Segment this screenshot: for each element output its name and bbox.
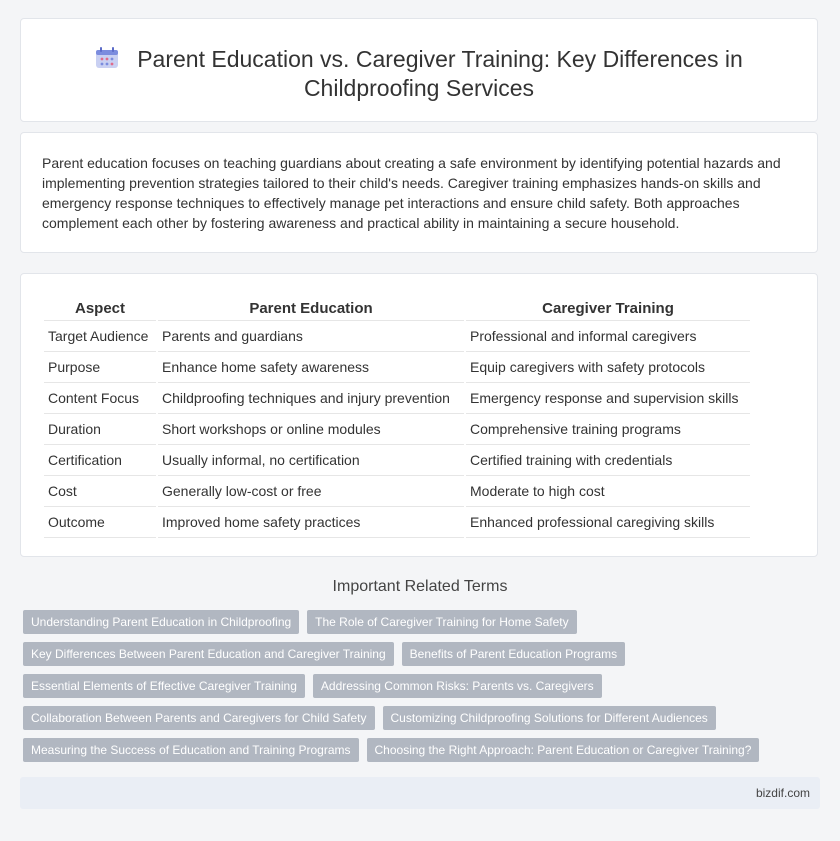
cell-caregiver: Enhanced professional caregiving skills — [466, 507, 750, 538]
tag-row — [23, 610, 813, 642]
cell-aspect: Duration — [44, 414, 156, 445]
related-term-tag[interactable]: Key Differences Between Parent Education and Caregiver Training — [23, 642, 394, 666]
cell-parent: Usually informal, no certification — [158, 445, 464, 476]
related-term-tag[interactable]: Addressing Common Risks: Parents vs. Caregivers — [313, 674, 602, 698]
title-line-2: Childproofing Services — [303, 75, 535, 101]
related-term-tag[interactable]: The Role of Caregiver Training for Home Safety — [307, 610, 576, 634]
cell-parent: Generally low-cost or free — [158, 476, 464, 507]
table-header-row — [44, 294, 750, 321]
page-title — [21, 45, 817, 103]
cell-parent: Short workshops or online modules — [158, 414, 464, 445]
cell-caregiver: Professional and informal caregivers — [466, 321, 750, 352]
tag-row — [23, 674, 813, 706]
related-term-tag[interactable]: Customizing Childproofing Solutions for Different Audiences — [383, 706, 716, 730]
intro-text: Parent education focuses on teaching guardians about creating a safe environment by identifying potential hazards and implementing prevention strategies tailored to their child's needs. Caregiver training emphasizes hands-on skills and emergency response techniques to effectively manage pet interactions and ensure child safety. Both approaches complement each other by fostering awareness and practical ability in maintaining a secure household. — [42, 155, 781, 231]
cell-aspect: Outcome — [44, 507, 156, 538]
table-row — [44, 352, 750, 383]
related-term-tag[interactable]: Benefits of Parent Education Programs — [402, 642, 625, 666]
related-terms-title: Important Related Terms — [332, 578, 508, 595]
header-aspect: Aspect — [44, 294, 156, 321]
cell-aspect: Cost — [44, 476, 156, 507]
tag-row — [23, 642, 813, 674]
tag-row — [23, 738, 813, 770]
calendar-icon — [95, 47, 119, 69]
cell-caregiver: Comprehensive training programs — [466, 414, 750, 445]
title-line-1: Parent Education vs. Caregiver Training: Key Differences in — [137, 46, 743, 72]
cell-caregiver: Equip caregivers with safety protocols — [466, 352, 750, 383]
intro-card — [20, 132, 818, 253]
cell-aspect: Target Audience — [44, 321, 156, 352]
tag-row — [23, 706, 813, 738]
comparison-table — [42, 294, 752, 538]
header-caregiver-training: Caregiver Training — [466, 294, 750, 321]
cell-aspect: Certification — [44, 445, 156, 476]
table-row — [44, 445, 750, 476]
header-parent-education: Parent Education — [158, 294, 464, 321]
cell-parent: Improved home safety practices — [158, 507, 464, 538]
table-row — [44, 476, 750, 507]
cell-caregiver: Emergency response and supervision skills — [466, 383, 750, 414]
cell-parent: Enhance home safety awareness — [158, 352, 464, 383]
related-term-tag[interactable]: Choosing the Right Approach: Parent Education or Caregiver Training? — [367, 738, 760, 762]
table-row — [44, 507, 750, 538]
cell-parent: Childproofing techniques and injury prevention — [158, 383, 464, 414]
cell-caregiver: Moderate to high cost — [466, 476, 750, 507]
table-row — [44, 383, 750, 414]
comparison-card — [20, 273, 818, 557]
cell-caregiver: Certified training with credentials — [466, 445, 750, 476]
title-card — [20, 18, 818, 122]
related-terms-list — [23, 610, 813, 770]
related-term-tag[interactable]: Measuring the Success of Education and Training Programs — [23, 738, 359, 762]
cell-parent: Parents and guardians — [158, 321, 464, 352]
footer-site-link[interactable]: bizdif.com — [755, 786, 810, 800]
table-row — [44, 321, 750, 352]
table-row — [44, 414, 750, 445]
related-term-tag[interactable]: Collaboration Between Parents and Caregivers for Child Safety — [23, 706, 375, 730]
cell-aspect: Purpose — [44, 352, 156, 383]
cell-aspect: Content Focus — [44, 383, 156, 414]
related-term-tag[interactable]: Understanding Parent Education in Childproofing — [23, 610, 299, 634]
related-term-tag[interactable]: Essential Elements of Effective Caregiver Training — [23, 674, 305, 698]
footer — [20, 777, 820, 809]
